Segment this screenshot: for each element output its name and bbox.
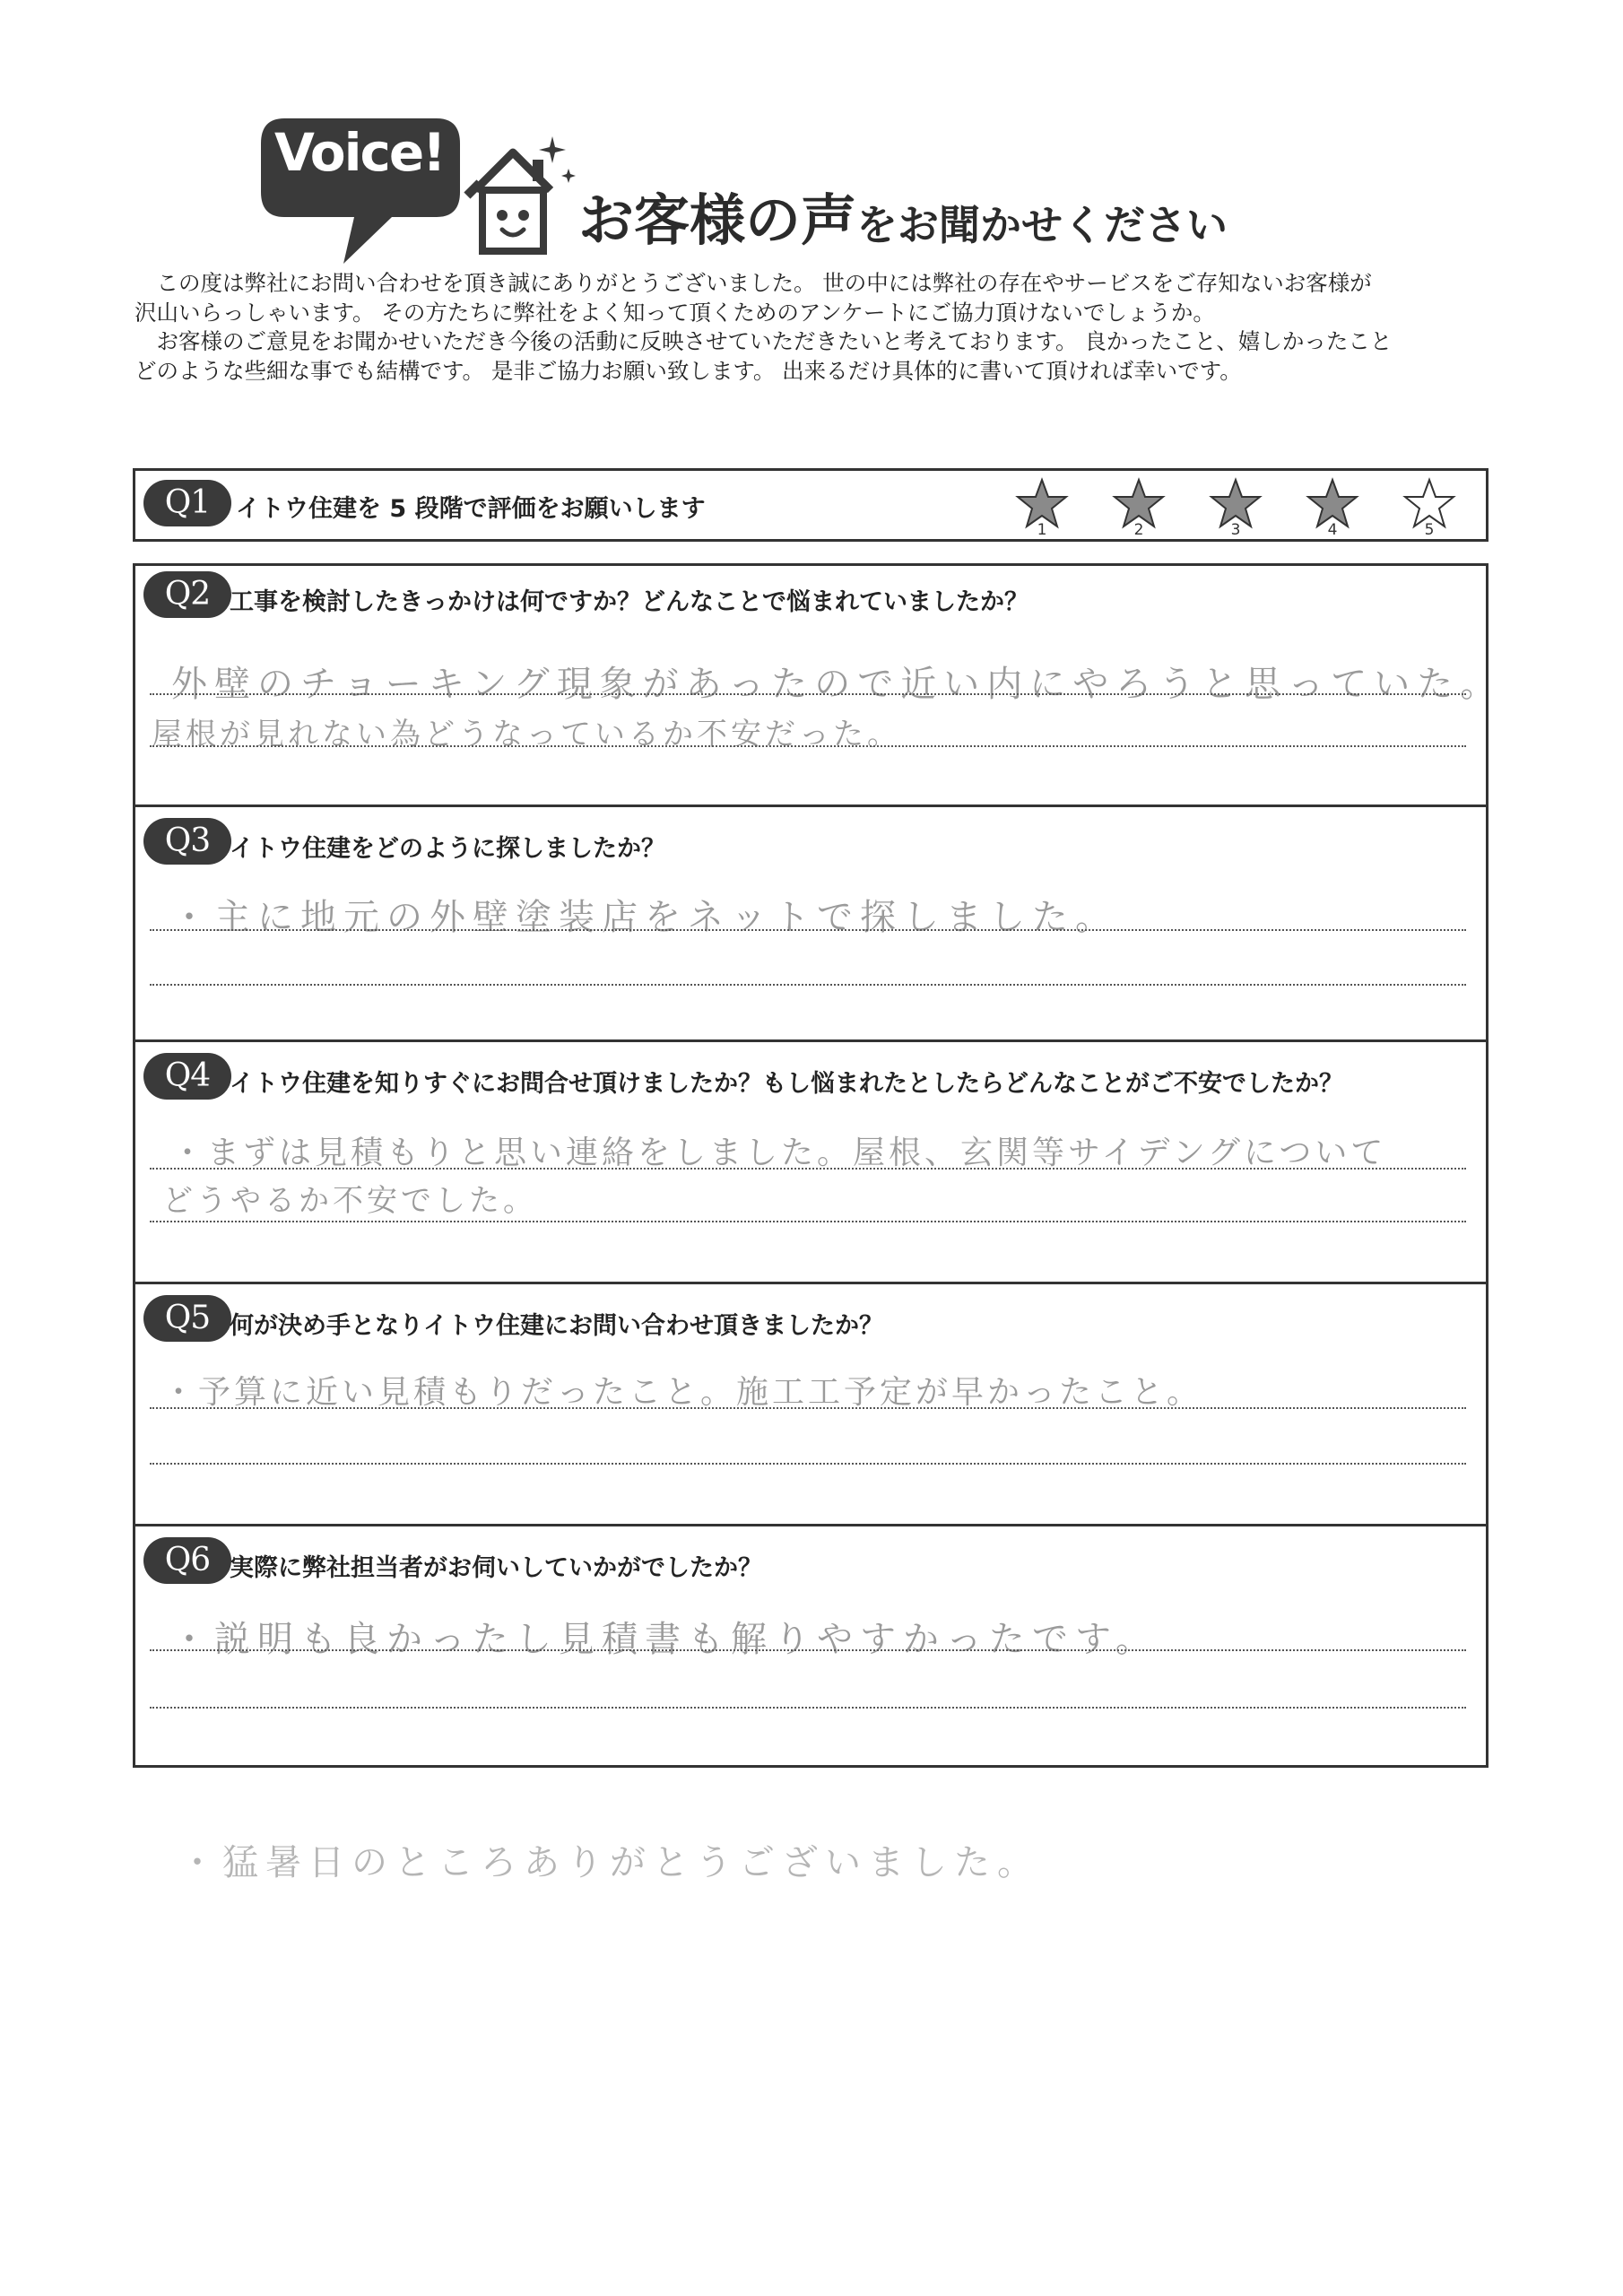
q2-badge: Q2 [143, 571, 231, 618]
q1-rating-section [133, 468, 1488, 542]
intro-line: お客様のご意見をお聞かせいただき今後の活動に反映させていただきたいと考えております。 良かったこと、嬉しかったこと [135, 328, 1393, 355]
answer-rule [150, 693, 1466, 695]
q4-answer-line-1: ・まずは見積もりと思い連絡をしました。屋根、玄関等サイデングについて [171, 1135, 1387, 1171]
intro-line: この度は弊社にお問い合わせを頂き誠にありがとうございました。 世の中には弊社の存在やサービスをご存知ないお客様が [135, 270, 1372, 296]
answer-rule [150, 1407, 1466, 1409]
footer-handwritten-note: ・猛暑日のところありがとうございました。 [179, 1842, 1040, 1883]
section-divider [135, 804, 1486, 807]
answer-rule [150, 1707, 1466, 1709]
intro-paragraph [135, 269, 1497, 386]
q3-badge: Q3 [143, 818, 231, 865]
q6-badge: Q6 [143, 1537, 231, 1584]
answer-rule [150, 1168, 1466, 1170]
q4-badge: Q4 [143, 1053, 231, 1100]
q1-badge: Q1 [143, 480, 231, 526]
q6-answer-line-1: ・説明も良かったし見積書も解りやすかったです。 [171, 1619, 1159, 1660]
answer-rule [150, 929, 1466, 931]
answer-rule [150, 1221, 1466, 1222]
star-number: 5 [1424, 521, 1435, 539]
star-number: 4 [1327, 521, 1338, 539]
section-divider [135, 1039, 1486, 1042]
q2-answer-line-2: 屋根が見れない為どうなっているか不安だった。 [152, 717, 901, 752]
answer-rule [150, 1649, 1466, 1651]
page-title [578, 176, 1228, 256]
voice-badge: Voice! [274, 122, 445, 183]
section-divider [135, 1282, 1486, 1284]
star-number: 2 [1133, 521, 1144, 539]
q1-question: イトウ住建を 5 段階で評価をお願いします [236, 495, 706, 523]
questions-box [133, 563, 1504, 1768]
q3-question: イトウ住建をどのように探しましたか？ [230, 835, 665, 863]
q4-question: イトウ住建を知りすぐにお問合せ頂けましたか？もし悩まれたとしたらどんなことがご不安でしたか？ [230, 1070, 1343, 1098]
intro-line: 沢山いらっしゃいます。 その方たちに弊社をよく知って頂くためのアンケートにご協力頂けないでしょうか。 [135, 299, 1215, 326]
q2-question: 工事を検討したきっかけは何ですか？どんなことで悩まれていましたか？ [230, 588, 1028, 616]
q5-badge: Q5 [143, 1295, 231, 1342]
smiling-house-icon [457, 126, 583, 260]
answer-rule [150, 984, 1466, 986]
section-divider [135, 1524, 1486, 1526]
q5-answer-line-1: ・予算に近い見積もりだったこと。施工工予定が早かったこと。 [162, 1374, 1203, 1411]
q2-answer-line-1: 外壁のチョーキング現象があったので近い内にやろうと思っていた。 [171, 664, 1504, 705]
title-sub: をお聞かせください [856, 201, 1228, 249]
answer-rule [150, 1463, 1466, 1465]
star-number: 1 [1037, 521, 1047, 539]
star-number: 3 [1230, 521, 1241, 539]
q6-question: 実際に弊社担当者がお伺いしていかがでしたか？ [230, 1554, 762, 1582]
q5-question: 何が決め手となりイトウ住建にお問い合わせ頂きましたか？ [230, 1312, 883, 1340]
q3-answer-line-1: ・主に地元の外壁塗装店をネットで探しました。 [171, 897, 1118, 938]
title-main: お客様の声 [578, 187, 857, 253]
answer-rule [150, 745, 1466, 747]
q4-answer-line-2: どうやるか不安でした。 [162, 1183, 537, 1219]
intro-line: どのような些細な事でも結構です。 是非ご協力お願い致します。 出来るだけ具体的に書いて頂ければ幸いです。 [135, 357, 1242, 384]
